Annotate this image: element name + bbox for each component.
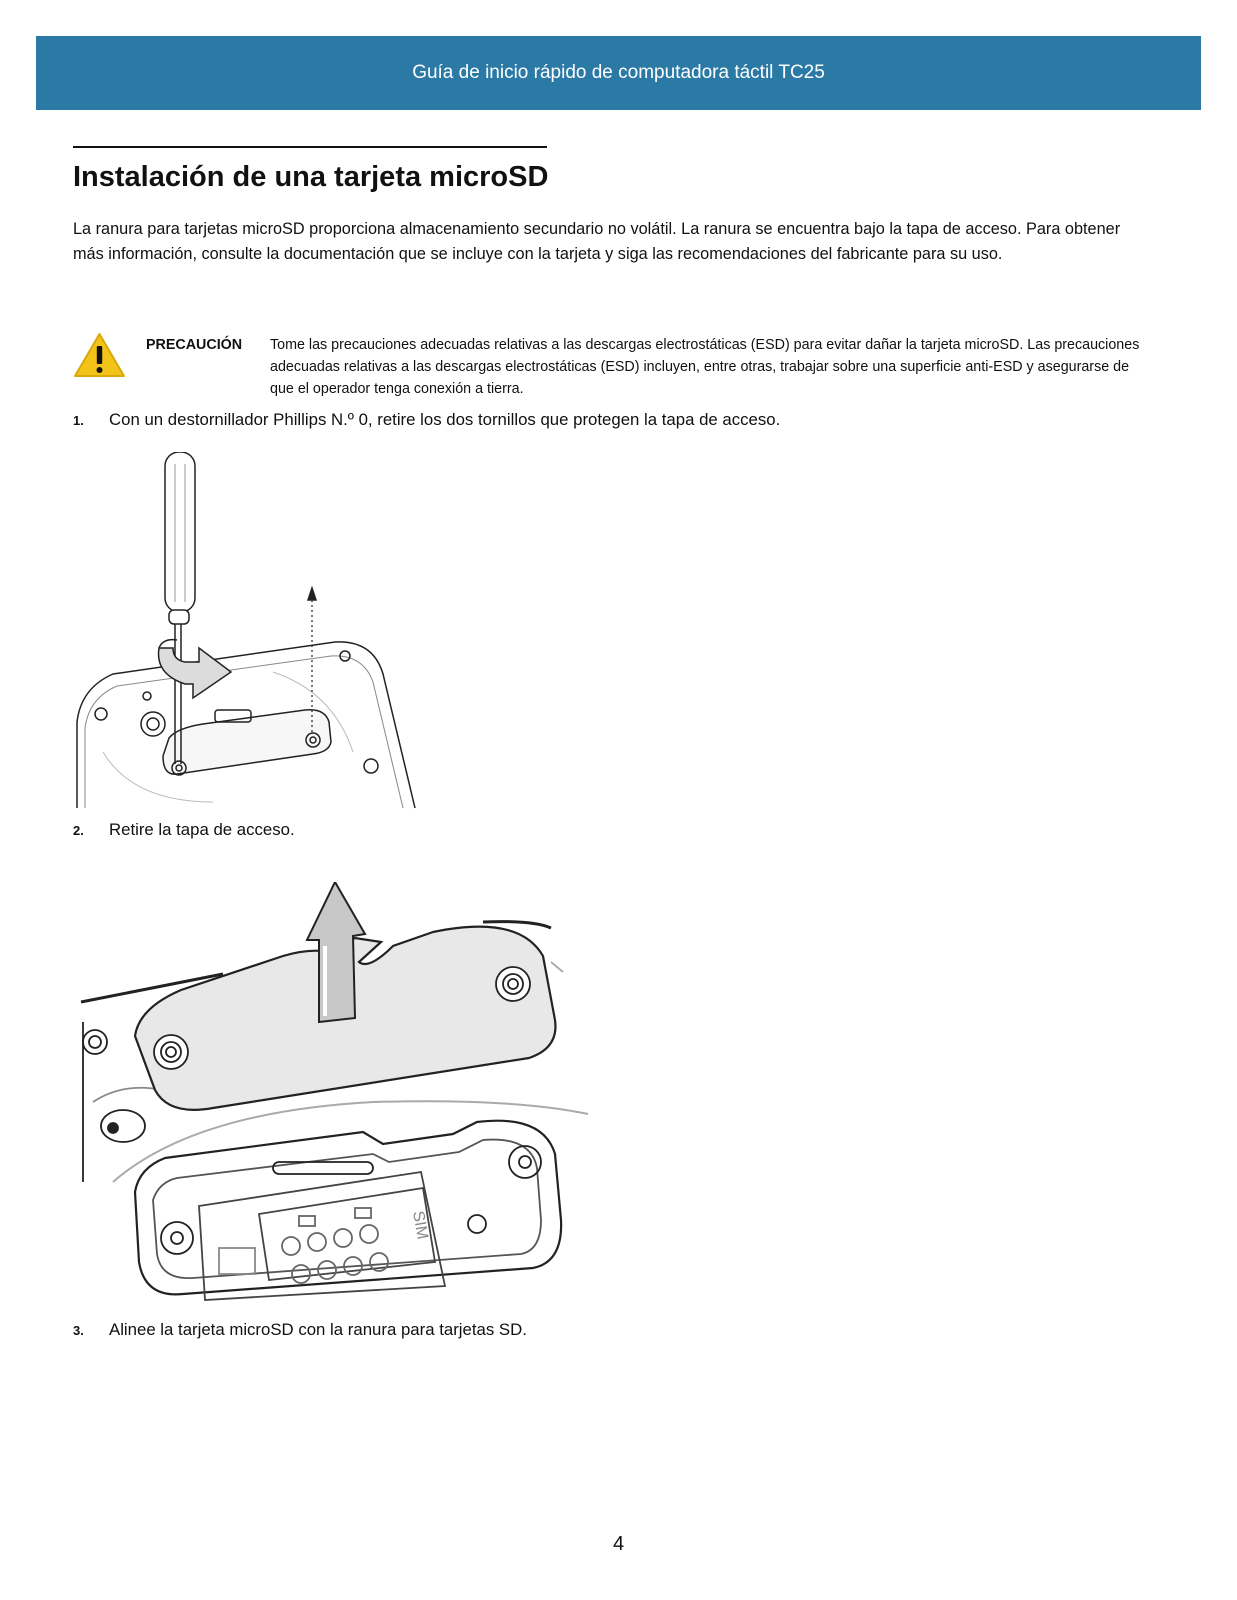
header-band [36, 36, 1201, 110]
document-title: Guía de inicio rápido de computadora táctil TC25 [412, 62, 825, 83]
step-text: Con un destornillador Phillips N.º 0, retire los dos tornillos que protegen la tapa de acceso. [109, 410, 781, 429]
step-text: Retire la tapa de acceso. [109, 820, 295, 839]
access-door-figure [73, 882, 605, 1322]
step-number: 2. [73, 823, 84, 838]
screwdriver-figure [73, 452, 433, 828]
step-number: 3. [73, 1323, 84, 1338]
sim-label: SIM [409, 1209, 431, 1241]
intro-paragraph: La ranura para tarjetas microSD proporciona almacenamiento secundario no volátil. La ranura se encuentra bajo la tapa de acceso. Para obtener más información, consulte la documentación que se incluye con la tarjeta y siga las recomendaciones del fabricante para su uso. [73, 220, 1121, 263]
step-text: Alinee la tarjeta microSD con la ranura para tarjetas SD. [109, 1320, 527, 1339]
section-title: Instalación de una tarjeta microSD [73, 161, 549, 193]
section-rule [73, 146, 547, 148]
warning-triangle-icon [73, 331, 126, 380]
step-number: 1. [73, 413, 84, 428]
page-number: 4 [612, 1533, 625, 1555]
caution-label: PRECAUCIÓN [146, 337, 243, 353]
caution-text: Tome las precauciones adecuadas relativas a las descargas electrostáticas (ESD) para evitar dañar la tarjeta microSD. Las precauciones adecuadas relativas a las descargas electrostáticas (ESD) incluyen, entre otras, trabajar sobre una superficie anti-ESD y asegurarse de que el operador tenga conexión a tierra. [270, 337, 1140, 397]
